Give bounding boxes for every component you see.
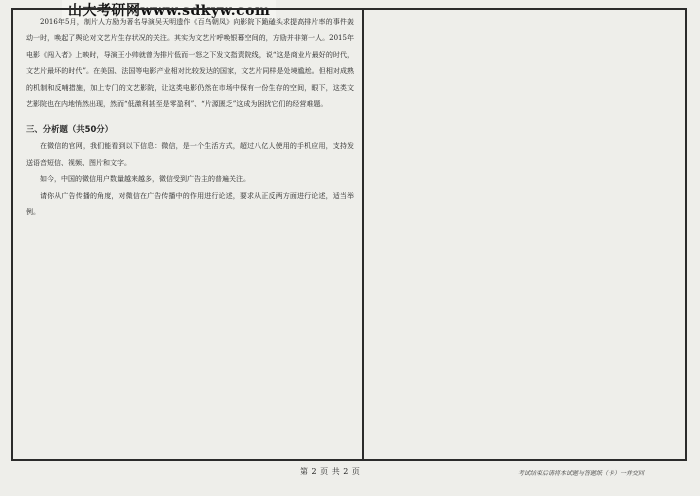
column-divider [362, 8, 364, 461]
question-column [26, 14, 354, 220]
footer-note: 考试结束后请将本试题与答题纸（卡）一并交回 [518, 470, 645, 477]
section-paragraph-3: 请你从广告传播的角度，对微信在广告传播中的作用进行论述，要求从正反两方面进行论述，适当举例。 [26, 191, 354, 217]
section-title: 三、分析题（共50分） [26, 124, 114, 135]
section-paragraph-2: 如今，中国的微信用户数量越来越多，微信受到广告主的普遍关注。 [40, 175, 250, 184]
section-paragraph-1: 在微信的官网，我们能看到以下信息：微信，是一个生活方式，超过八亿人使用的手机应用，支持发送语音短信、视频、图片和文字。 [26, 142, 354, 167]
site-watermark: 山大考研网www.sdkyw.com [62, 0, 276, 20]
intro-paragraph: 2016年5月，制片人方励为著名导演吴天明遗作《百鸟朝凤》向影院下跪磕头求提高排片率的事件轰动一时，唤起了舆论对文艺片生存状况的关注。其实为文艺片呼唤银幕空间的，方励并非第一人。2015年电影《闯入者》上映时，导演王小帅就曾为排片低而一怒之下发文指责院线，说“这是商业片最好的时代，文艺片最坏的时代”。在美国、法国等电影产业相对比较发达的国家，文艺片同样是处境尴尬。但相对成熟的机制和反哺措施，加上专门的文艺影院，让这类电影仍然在市场中保有一份生存的空间，眼下，这类文艺影院也在内地悄然出现，然而“低激利甚至是零盈利”、“片源匮乏”这成为困扰它们的经营难题。 [26, 18, 354, 109]
page-number: 第 2 页 共 2 页 [300, 467, 361, 476]
